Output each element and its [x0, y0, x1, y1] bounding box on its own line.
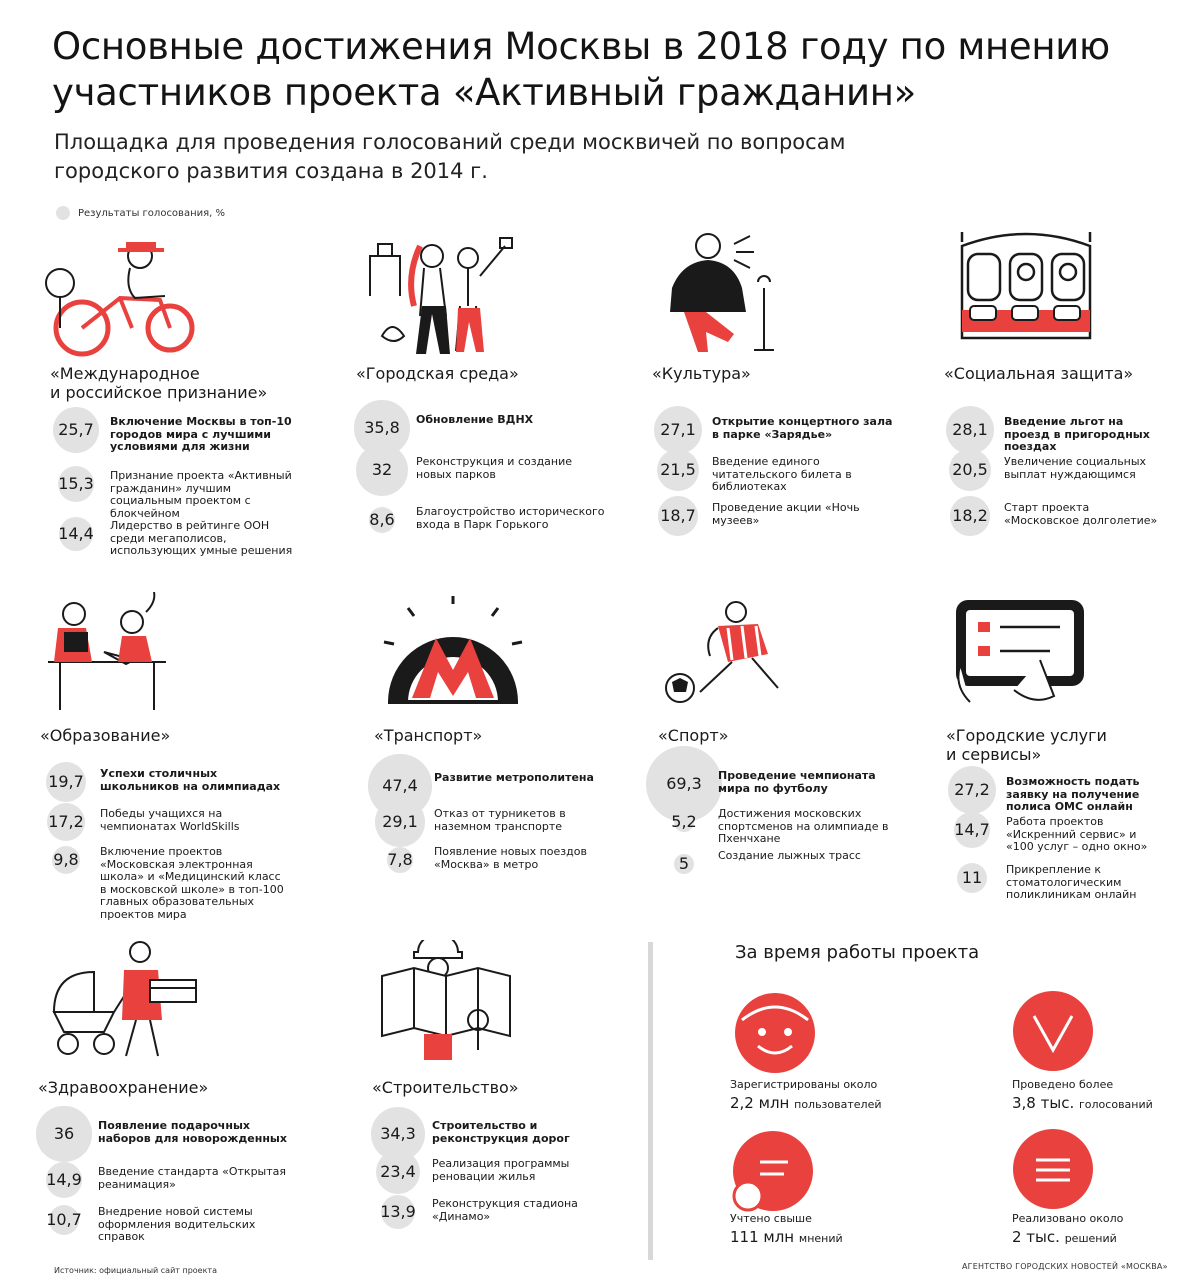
vote-label: Введение стандарта «Открытая реанимация»: [98, 1165, 287, 1191]
football-player-icon: [662, 598, 792, 710]
vote-item: [40, 806, 330, 846]
vote-label: Работа проектов «Искренний сервис» и «100 услуг – одно окно»: [1006, 815, 1148, 853]
vote-value: 36: [53, 1124, 75, 1143]
vote-label: Проведение чемпионата мира по футболу: [718, 769, 876, 795]
vote-value: 18,2: [952, 506, 988, 525]
agency-credit: АГЕНТСТВО ГОРОДСКИХ НОВОСТЕЙ «МОСКВА»: [962, 1262, 1168, 1271]
vote-label: Создание лыжных трасс: [718, 849, 861, 862]
stat-caption: Зарегистрированы около: [730, 1078, 878, 1091]
vote-value: 7,8: [387, 850, 413, 869]
vote-label: Включение Москвы в топ-10 городов мира с лучшими условиями для жизни: [110, 415, 292, 453]
section-title: «Образование»: [40, 726, 171, 745]
vote-label: Внедрение новой системы оформления водительских справок: [98, 1205, 256, 1243]
legend: [56, 206, 225, 220]
vote-label: Прикрепление к стоматологическим поликлиникам онлайн: [1006, 863, 1137, 901]
vote-label: Возможность подать заявку на получение полиса ОМС онлайн: [1006, 775, 1140, 813]
section-title: «Спорт»: [658, 726, 729, 745]
section-title: «Международное и российское признание»: [50, 364, 268, 402]
legend-label: Результаты голосования, %: [78, 207, 225, 219]
vote-item: [38, 1204, 328, 1244]
vote-label: Появление новых поездов «Москва» в метро: [434, 845, 587, 871]
vote-label: Старт проекта «Московское долголетие»: [1004, 501, 1158, 527]
vote-value: 47,4: [382, 776, 418, 795]
vote-value: 21,5: [660, 460, 696, 479]
vote-value: 14,7: [954, 820, 990, 839]
divider: [648, 942, 653, 1260]
vote-item: [50, 468, 340, 520]
vote-value: 15,3: [58, 474, 94, 493]
vote-value: 29,1: [382, 812, 418, 831]
vote-item: [372, 1156, 662, 1196]
vote-label: Увеличение социальных выплат нуждающимся: [1004, 455, 1147, 481]
stat-caption: Учтено свыше: [730, 1212, 812, 1225]
vote-item: [38, 1118, 328, 1158]
section-title: «Строительство»: [372, 1078, 519, 1097]
vote-value: 10,7: [46, 1210, 82, 1229]
lines-icon: [1010, 1126, 1096, 1212]
vote-value: 17,2: [48, 812, 84, 831]
vote-label: Обновление ВДНХ: [416, 413, 534, 426]
speech-bubble-icon: [730, 1128, 816, 1214]
vote-label: Достижения московских спортсменов на олимпиаде в Пхенчхане: [718, 807, 889, 845]
builder-icon: [378, 940, 514, 1062]
train-icon: [956, 228, 1096, 343]
vote-item: [944, 414, 1200, 454]
stat-number: 2,2 млн: [730, 1094, 790, 1112]
legend-swatch: [56, 206, 70, 220]
stat-caption: Реализовано около: [1012, 1212, 1124, 1225]
vote-item: [356, 412, 646, 452]
vote-value: 32: [371, 460, 393, 479]
vote-label: Реконструкция и создание новых парков: [416, 455, 573, 481]
section-title: «Социальная защита»: [944, 364, 1134, 383]
vote-value: 25,7: [58, 420, 94, 439]
vote-label: Лидерство в рейтинге ООН среди мегаполисов, использующих умные решения: [110, 519, 293, 557]
vote-item: [652, 414, 942, 454]
vote-label: Отказ от турникетов в наземном транспорте: [434, 807, 566, 833]
section-title: «Культура»: [652, 364, 751, 383]
metro-icon: [378, 592, 528, 710]
vote-item: [356, 504, 646, 544]
vote-item: [944, 500, 1200, 540]
vote-item: [658, 806, 948, 846]
vote-value: 8,6: [369, 510, 395, 529]
singer-icon: [664, 228, 794, 358]
vote-item: [372, 1196, 662, 1236]
vote-value: 20,5: [952, 460, 988, 479]
vote-value: 14,9: [46, 1170, 82, 1189]
vote-item: [944, 454, 1200, 494]
checkmark-icon: [1010, 988, 1096, 1074]
stat-unit: голосований: [1079, 1098, 1153, 1111]
vote-item: [40, 766, 330, 806]
stat-decisions: [1012, 1212, 1200, 1246]
stat-opinions: [730, 1212, 970, 1246]
vote-item: [946, 862, 1200, 902]
vote-item: [372, 1118, 662, 1158]
section-title: «Транспорт»: [374, 726, 483, 745]
vote-label: Реконструкция стадиона «Динамо»: [432, 1197, 578, 1223]
stroller-icon: [48, 940, 198, 1060]
vote-label: Успехи столичных школьников на олимпиадах: [100, 767, 281, 793]
vote-label: Включение проектов «Московская электронная школа» и «Медицинский класс в московской школе» в топ-100 главных образовательных проектов мира: [100, 845, 284, 921]
vote-value: 9,8: [53, 850, 79, 869]
section-title: «Здравоохранение»: [38, 1078, 209, 1097]
vote-label: Развитие метрополитена: [434, 771, 594, 784]
vote-value: 13,9: [380, 1202, 416, 1221]
vote-item: [946, 774, 1200, 814]
stat-unit: решений: [1064, 1232, 1117, 1245]
page-subtitle: Площадка для проведения голосований среди москвичей по вопросам городского развития создана в 2014 г.: [54, 130, 846, 183]
vote-value: 5,2: [671, 812, 697, 831]
section-title: «Городская среда»: [356, 364, 519, 383]
vote-item: [652, 500, 942, 540]
vote-label: Появление подарочных наборов для новорожденных: [98, 1119, 287, 1145]
vote-value: 5: [678, 854, 690, 873]
tablet-icon: [950, 596, 1090, 708]
source-note: Источник: официальный сайт проекта: [54, 1266, 217, 1275]
vote-value: 19,7: [48, 772, 84, 791]
stat-votes: [1012, 1078, 1200, 1112]
smiley-icon: [732, 990, 818, 1076]
vote-label: Строительство и реконструкция дорог: [432, 1119, 570, 1145]
vote-item: [38, 1164, 328, 1204]
vote-value: 35,8: [364, 418, 400, 437]
vote-label: Открытие концертного зала в парке «Зарядье»: [712, 415, 893, 441]
stat-unit: мнений: [798, 1232, 843, 1245]
stat-unit: пользователей: [794, 1098, 882, 1111]
stat-caption: Проведено более: [1012, 1078, 1114, 1091]
vote-value: 11: [961, 868, 983, 887]
vote-value: 14,4: [58, 524, 94, 543]
vote-value: 27,2: [954, 780, 990, 799]
vote-label: Признание проекта «Активный гражданин» лучшим социальным проектом с блокчейном: [110, 469, 292, 520]
stat-number: 111 млн: [730, 1228, 795, 1246]
vote-value: 23,4: [380, 1162, 416, 1181]
vote-value: 34,3: [380, 1124, 416, 1143]
cyclist-icon: [40, 228, 210, 358]
vote-item: [658, 848, 948, 888]
vote-item: [50, 518, 340, 558]
vote-item: [50, 414, 340, 454]
vote-item: [374, 844, 664, 884]
vote-value: 18,7: [660, 506, 696, 525]
vote-item: [40, 844, 330, 921]
vote-item: [652, 454, 942, 494]
stat-number: 2 тыс.: [1012, 1228, 1060, 1246]
vote-label: Введение единого читательского билета в библиотеках: [712, 455, 852, 493]
vote-item: [658, 768, 948, 808]
page-title: Основные достижения Москвы в 2018 году по мнению участников проекта «Активный гражданин»: [52, 25, 1110, 114]
vote-item: [946, 814, 1200, 854]
vote-label: Введение льгот на проезд в пригородных поездах: [1004, 415, 1150, 453]
vote-value: 27,1: [660, 420, 696, 439]
students-icon: [44, 592, 174, 712]
vote-label: Реализация программы реновации жилья: [432, 1157, 570, 1183]
vote-item: [356, 454, 646, 494]
stat-users: [730, 1078, 970, 1112]
stat-number: 3,8 тыс.: [1012, 1094, 1075, 1112]
vote-value: 28,1: [952, 420, 988, 439]
section-title: «Городские услуги и сервисы»: [946, 726, 1107, 764]
vote-item: [374, 806, 664, 846]
vote-label: Благоустройство исторического входа в Парк Горького: [416, 505, 605, 531]
stats-title: За время работы проекта: [735, 942, 980, 963]
vote-value: 69,3: [666, 774, 702, 793]
vote-label: Проведение акции «Ночь музеев»: [712, 501, 860, 527]
selfie-couple-icon: [360, 236, 520, 358]
vote-label: Победы учащихся на чемпионатах WorldSkills: [100, 807, 240, 833]
